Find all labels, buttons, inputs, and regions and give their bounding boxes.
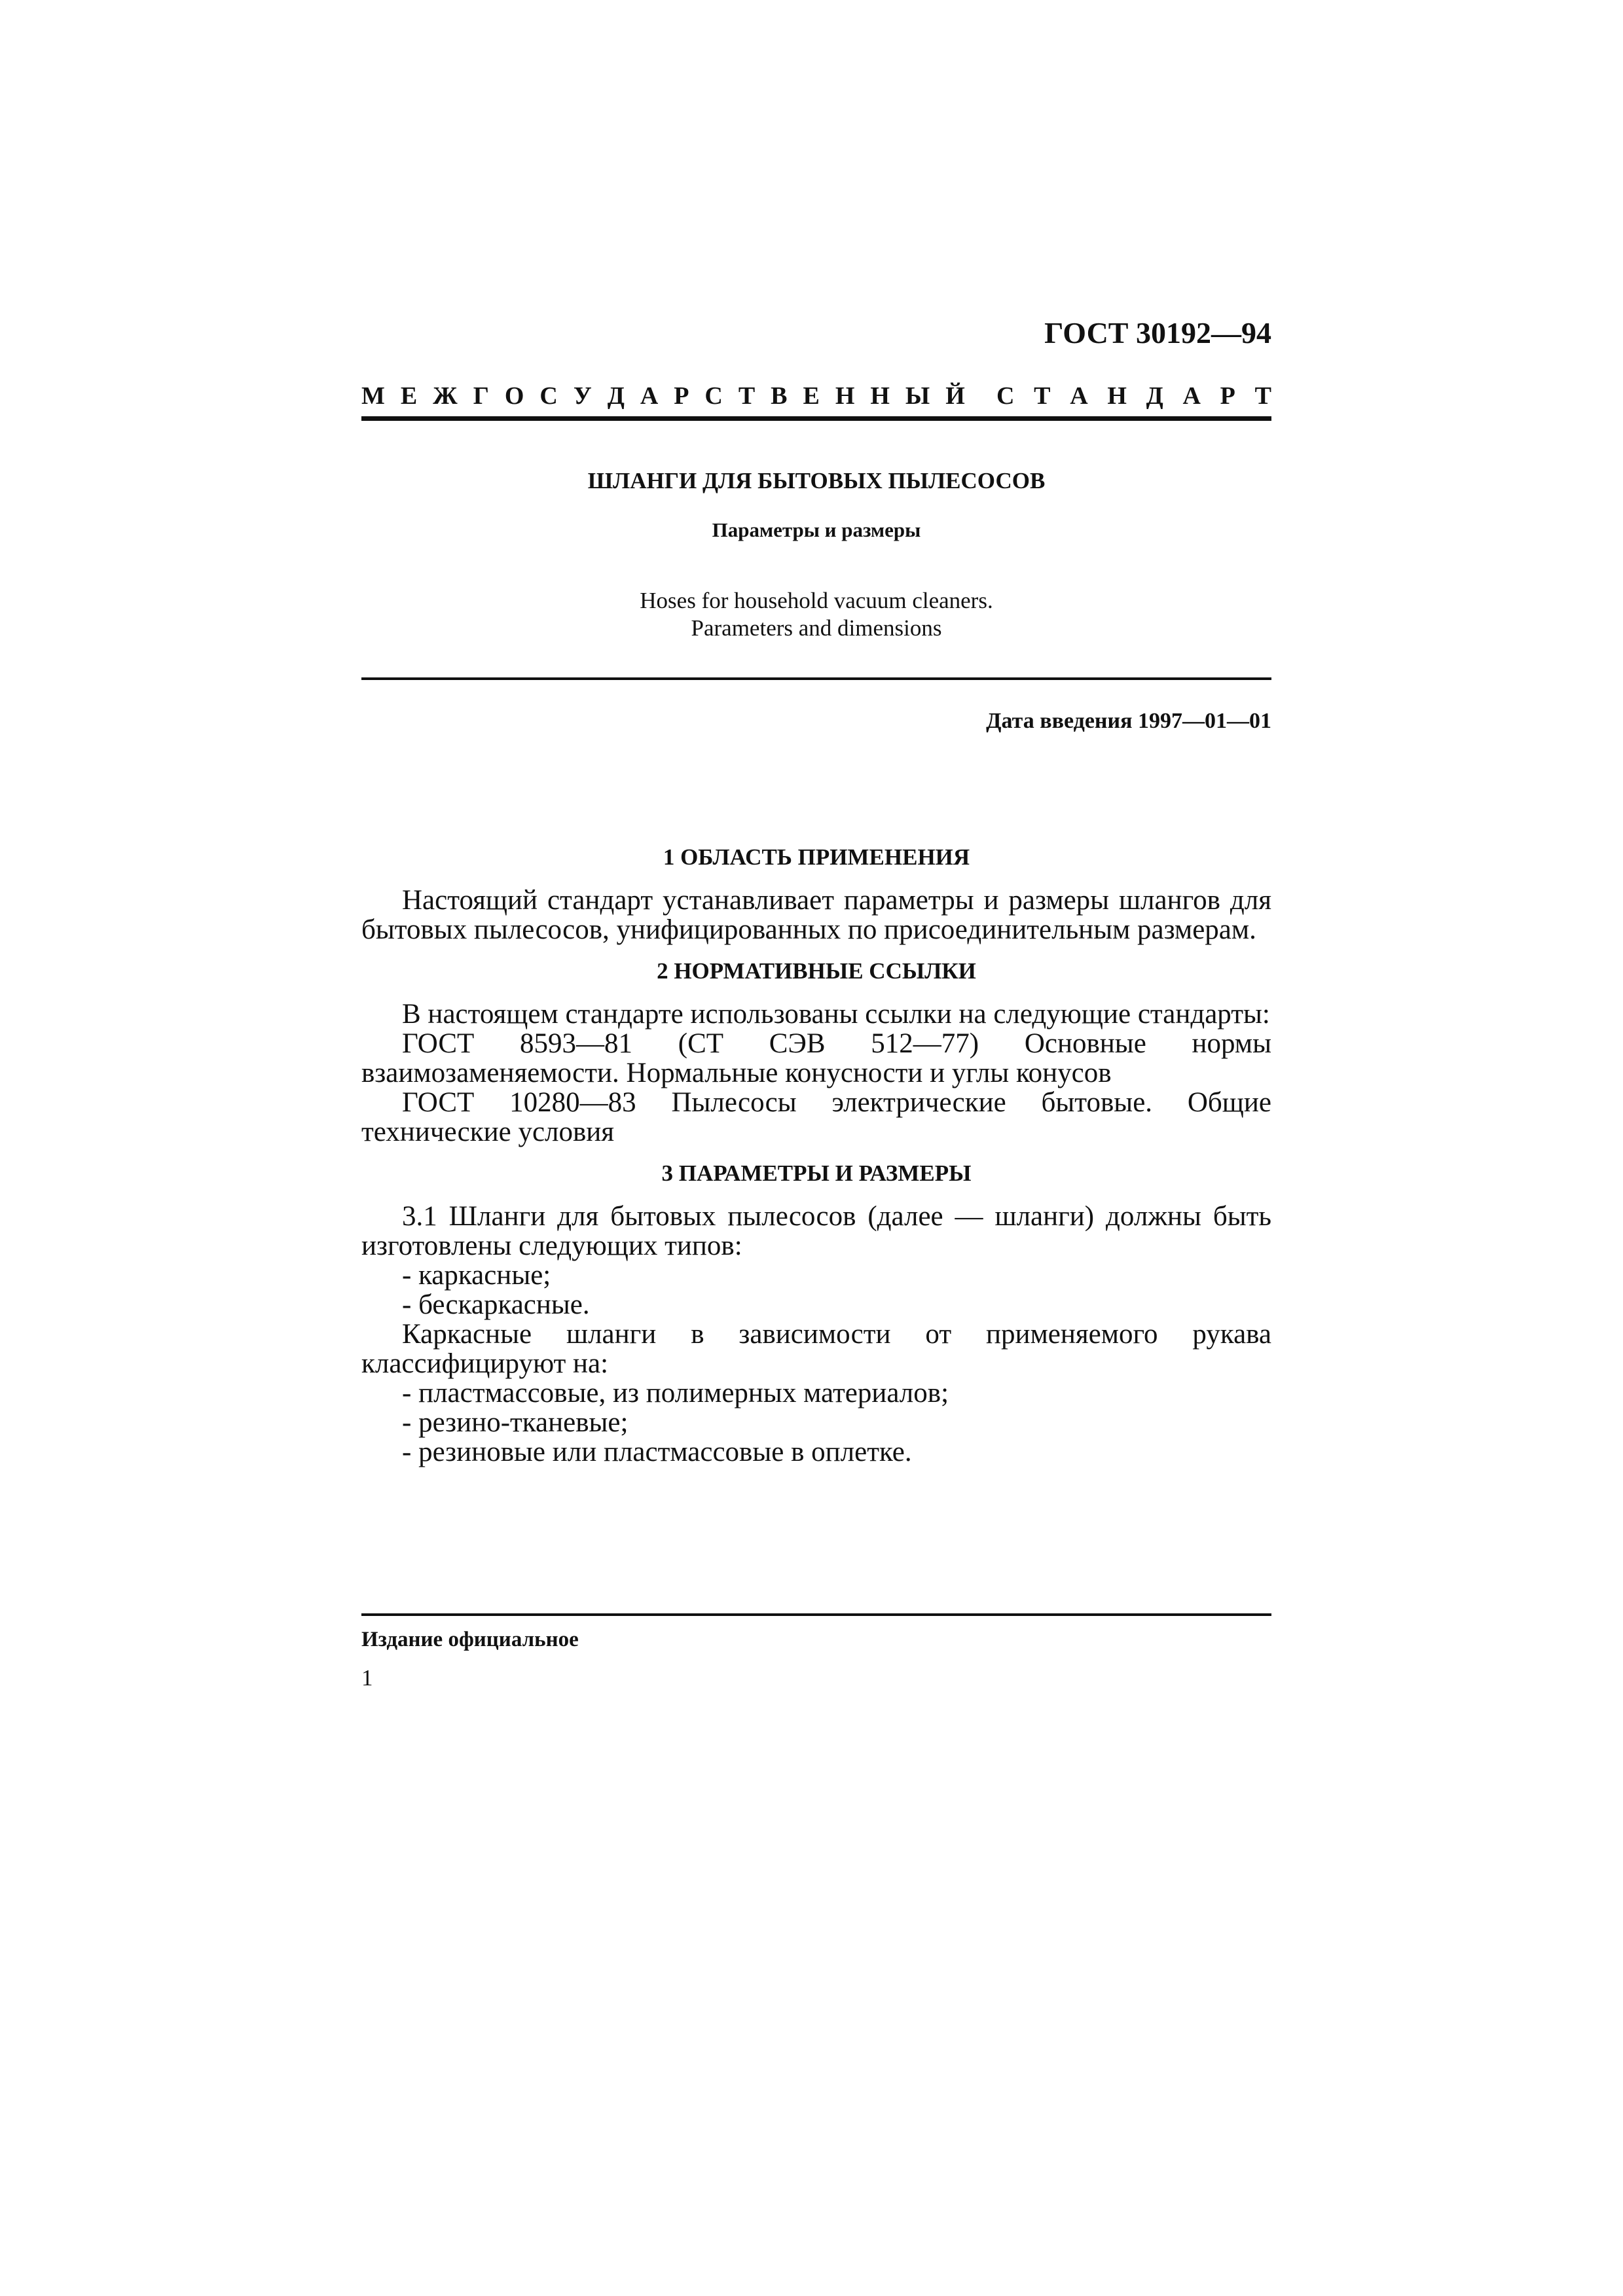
category-letter: С (704, 382, 723, 410)
category-letter: В (771, 382, 788, 410)
page-number: 1 (361, 1665, 373, 1691)
section-1-heading: 1 ОБЛАСТЬ ПРИМЕНЕНИЯ (663, 844, 970, 870)
category-letter: Й (945, 382, 965, 410)
category-letter: А (640, 382, 659, 410)
category-letter: Т (1034, 382, 1051, 410)
section-2-reference-1: ГОСТ 8593—81 (СТ СЭВ 512—77) Основные нормы взаимозаменяемости. Нормальные конусности и углы конусов (361, 1028, 1271, 1088)
edition-label: Издание официальное (361, 1628, 579, 1651)
category-letter: Ж (433, 382, 458, 410)
section-2-reference-2: ГОСТ 10280—83 Пылесосы электрические бытовые. Общие технические условия (361, 1087, 1271, 1147)
category-letter: А (1182, 382, 1201, 410)
document-body (361, 841, 1271, 1467)
category-letter: Р (674, 382, 689, 410)
category-word-interstate (361, 382, 965, 410)
list-item-type: - бескаркасные. (402, 1289, 590, 1320)
standard-category (361, 382, 1271, 410)
category-letter: Е (803, 382, 820, 410)
footer-rule (361, 1613, 1271, 1616)
category-word-standard (996, 382, 1271, 410)
introduction-date: Дата введения 1997—01—01 (986, 709, 1271, 733)
section-3-text-2: Каркасные шланги в зависимости от применяемого рукава классифицируют на: (361, 1319, 1271, 1379)
document-title: ШЛАНГИ ДЛЯ БЫТОВЫХ ПЫЛЕСОСОВ (587, 468, 1046, 493)
category-letter: А (1070, 382, 1088, 410)
list-item-type: - каркасные; (402, 1260, 551, 1291)
category-letter: Ы (905, 382, 930, 410)
list-item-class: - пластмассовые, из полимерных материалов; (402, 1378, 949, 1408)
list-item-class: - резино-тканевые; (402, 1407, 629, 1438)
list-item-class: - резиновые или пластмассовые в оплетке. (402, 1437, 912, 1467)
category-letter: Н (1107, 382, 1127, 410)
section-3-heading: 3 ПАРАМЕТРЫ И РАЗМЕРЫ (661, 1160, 972, 1186)
category-letter: Д (607, 382, 625, 410)
section-2-text: В настоящем стандарте использованы ссылки на следующие стандарты: (402, 999, 1270, 1030)
standard-code: ГОСТ 30192—94 (1044, 316, 1271, 350)
category-letter: М (361, 382, 385, 410)
section-3-text: 3.1 Шланги для бытовых пылесосов (далее — шланги) должны быть изготовлены следующих типов: (361, 1201, 1271, 1261)
category-letter: С (996, 382, 1015, 410)
category-letter: Е (400, 382, 418, 410)
document-page (361, 0, 1271, 2296)
section-2-heading: 2 НОРМАТИВНЫЕ ССЫЛКИ (657, 958, 976, 984)
english-title (361, 587, 1271, 642)
category-letter: Р (1220, 382, 1235, 410)
category-letter: С (539, 382, 558, 410)
document-subtitle: Параметры и размеры (712, 518, 921, 541)
category-letter: Н (835, 382, 855, 410)
english-title-line1: Hoses for household vacuum cleaners. (640, 588, 993, 613)
header-rule (361, 416, 1271, 421)
category-letter: Н (870, 382, 890, 410)
category-letter: Г (473, 382, 489, 410)
category-letter: Д (1146, 382, 1163, 410)
category-letter: Т (1254, 382, 1271, 410)
category-letter: Т (738, 382, 756, 410)
category-letter: О (504, 382, 524, 410)
category-letter: У (573, 382, 592, 410)
english-title-line2: Parameters and dimensions (691, 615, 942, 641)
title-rule (361, 677, 1271, 680)
section-1-text: Настоящий стандарт устанавливает параметры и размеры шлангов для бытовых пылесосов, унифицированных по присоединительным размерам. (361, 885, 1271, 945)
